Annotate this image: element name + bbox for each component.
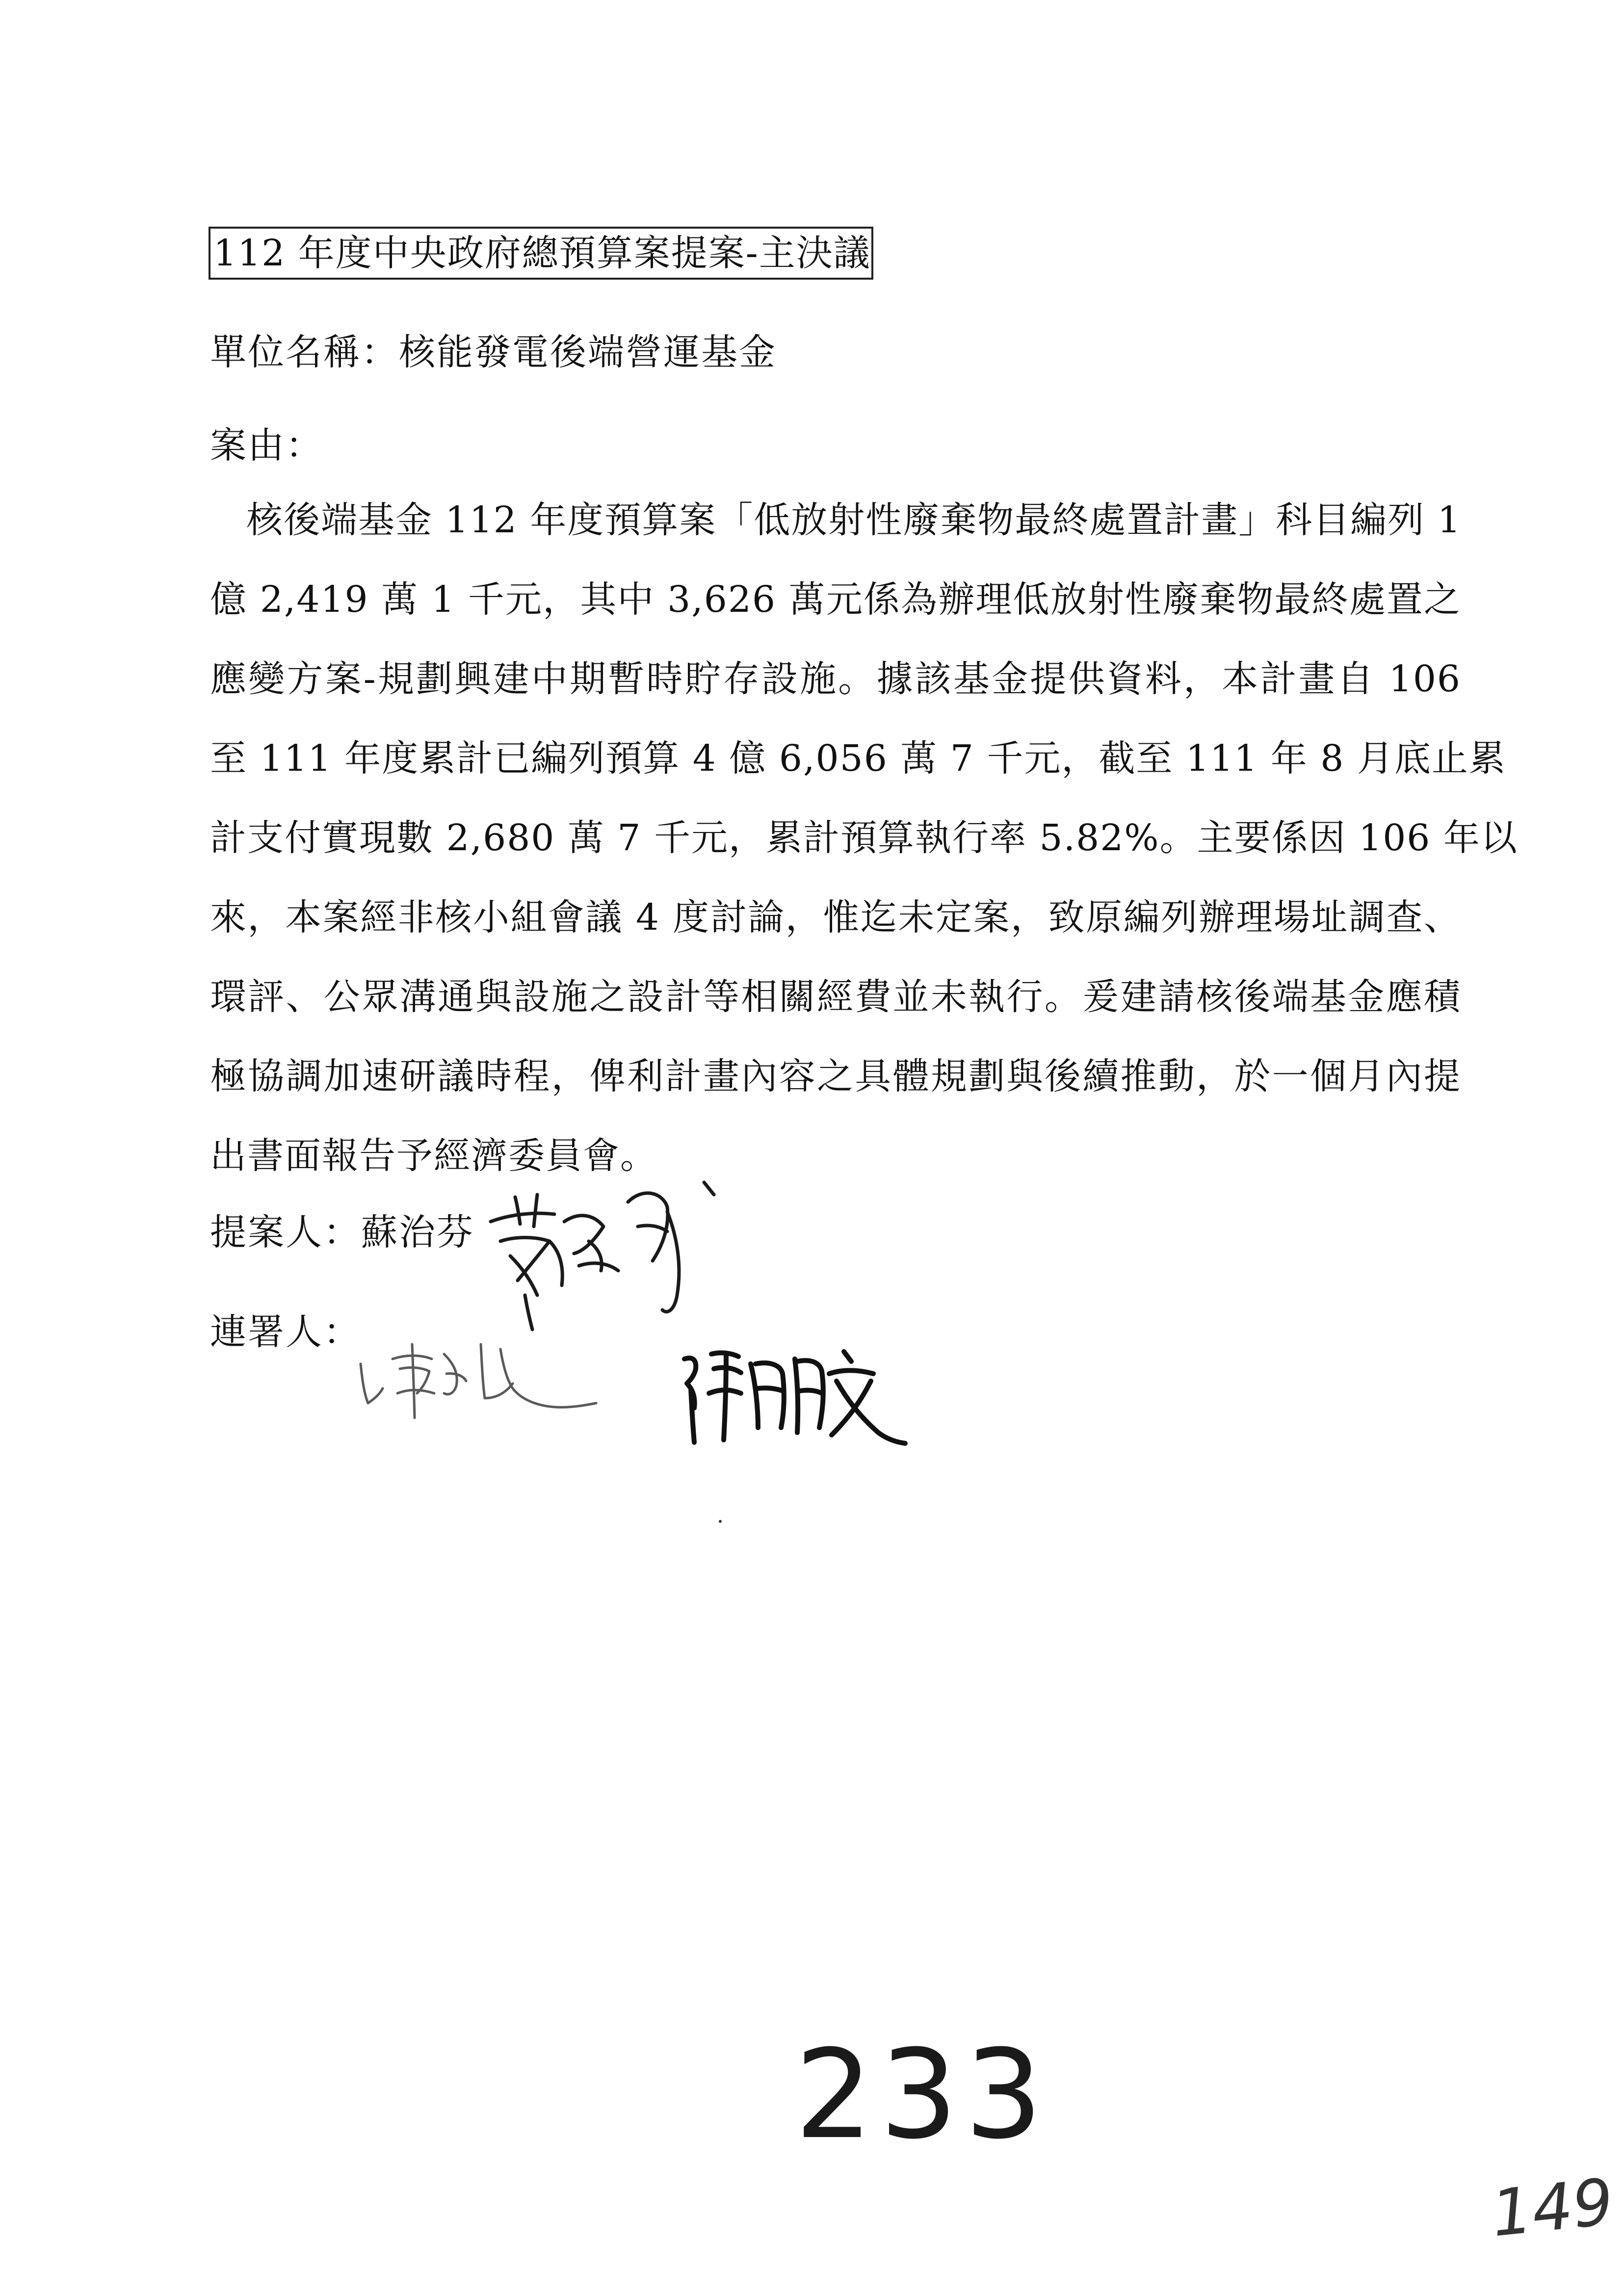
cosigner-signature-1 <box>353 1325 608 1423</box>
unit-label: 單位名稱： <box>210 331 399 373</box>
proposer-line <box>210 1208 474 1257</box>
proposer-name: 蘇治芬 <box>361 1211 474 1253</box>
reason-line: 來，本案經非核小組會議 4 度討論，惟迄未定案，致原編列辦理場址調查、 <box>210 896 1461 939</box>
cosigner-line <box>210 1307 361 1357</box>
stray-mark <box>719 1520 722 1523</box>
reason-line: 億 2,419 萬 1 千元，其中 3,626 萬元係為辦理低放射性廢棄物最終處置之 <box>210 578 1461 621</box>
unit-name-line <box>210 328 777 377</box>
reason-line: 核後端基金 112 年度預算案「低放射性廢棄物最終處置計畫」科目編列 1 <box>246 499 1462 541</box>
corner-page-number: 149 <box>1488 2164 1617 2251</box>
proposer-signature <box>481 1168 736 1344</box>
reason-line: 計支付實現數 2,680 萬 7 千元，累計預算執行率 5.82%。主要係因 106 年以 <box>210 817 1518 859</box>
reason-line: 環評、公眾溝通與設施之設計等相關經費並未執行。爰建請核後端基金應積 <box>210 976 1461 1018</box>
reason-label: 案由： <box>210 424 323 467</box>
page-number: 233 <box>795 2023 1050 2166</box>
reason-line: 至 111 年度累計已編列預算 4 億 6,056 萬 7 千元，截至 111 年 8 月底止累 <box>210 737 1506 780</box>
reason-line: 極協調加速研議時程，俾利計畫內容之具體規劃與後續推動，於一個月內提 <box>210 1055 1461 1097</box>
reason-body <box>210 496 1518 1211</box>
document-title: 112 年度中央政府總預算案提案-主決議 <box>209 227 873 280</box>
proposer-label: 提案人： <box>210 1211 361 1253</box>
unit-name: 核能發電後端營運基金 <box>399 331 777 373</box>
reason-line: 應變方案-規劃興建中期暫時貯存設施。據該基金提供資料，本計畫自 106 <box>210 658 1461 700</box>
cosigner-label: 連署人： <box>210 1311 361 1353</box>
cosigner-signature-2 <box>677 1334 908 1452</box>
reason-line: 出書面報告予經濟委員會。 <box>210 1135 657 1177</box>
